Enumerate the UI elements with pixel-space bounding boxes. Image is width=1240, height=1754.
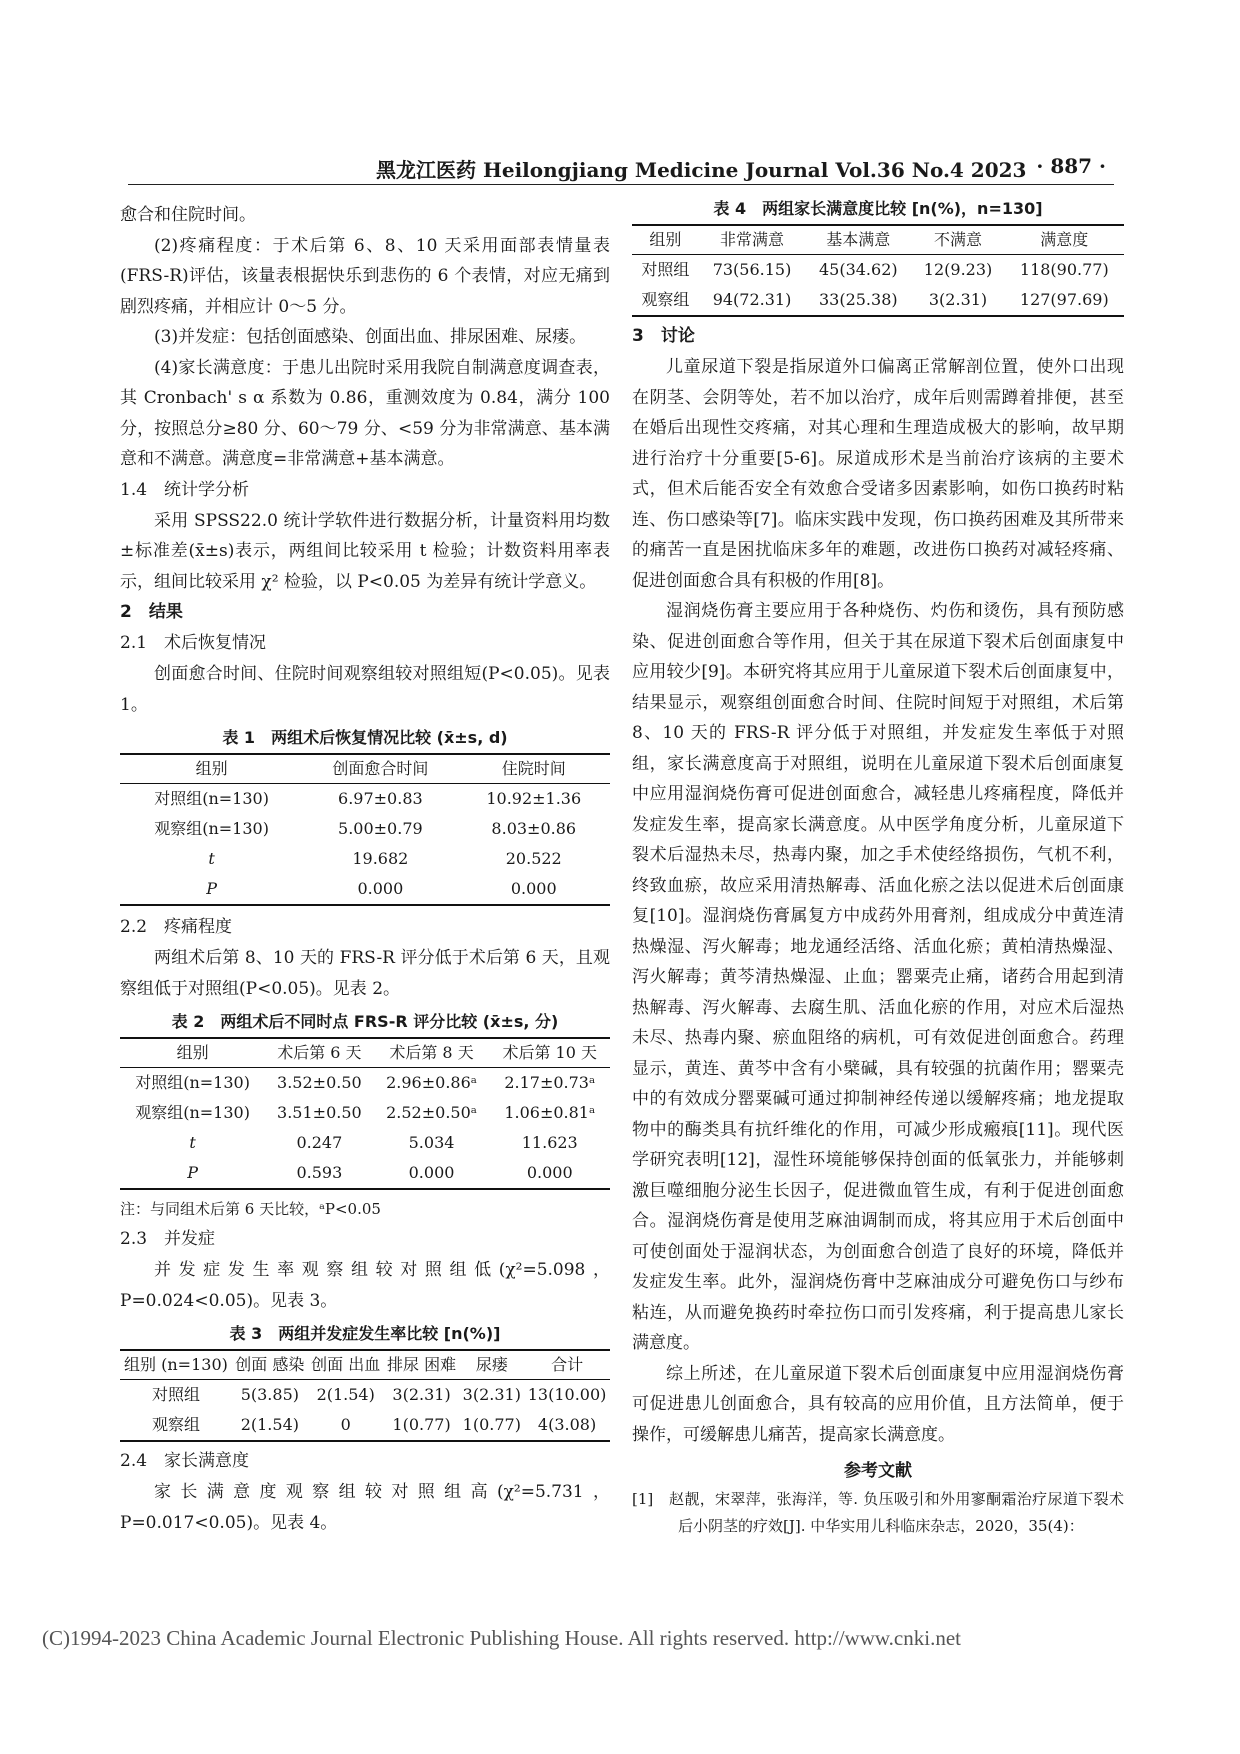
table-header-cell: 不满意 [911, 225, 1004, 255]
right-column [632, 200, 1124, 1540]
table-cell: 1(0.77) [392, 1415, 451, 1434]
table-row [120, 844, 610, 874]
table-row [120, 1068, 610, 1099]
table-cell: P [206, 879, 217, 898]
table-note: 注：与同组术后第 6 天比较，ᵃP<0.05 [120, 1200, 381, 1218]
paragraph: (2)疼痛程度：于术后第 6、8、10 天采用面部表情量表(FRS-R)评估，该量表根据快乐到悲伤的 6 个表情，对应无痛到剧烈疼痛，并相应计 0～5 分。 [120, 235, 610, 317]
table-cell: 0.000 [357, 879, 404, 898]
table-caption: 表 3 两组并发症发生率比较 [n(%)] [229, 1324, 501, 1343]
table-cell: 3(2.31) [462, 1385, 521, 1404]
table-1 [120, 753, 610, 906]
section-heading: 1.4 统计学分析 [120, 479, 250, 500]
copyright-footer: (C)1994-2023 China Academic Journal Electronic Publishing House. All rights reserved. http://www.cnki.net [42, 1626, 961, 1650]
table-cell: 94(72.31) [712, 290, 792, 309]
table-header-cell: 创面 感染 [232, 1350, 308, 1380]
table-row [120, 784, 610, 815]
paragraph: 综上所述，在儿童尿道下裂术后创面康复中应用湿润烧伤膏可促进患儿创面愈合，具有较高的应用价值，且方法简单，便于操作，可缓解患儿痛苦，提高家长满意度。 [632, 1363, 1124, 1445]
table-cell: 1.06±0.81ᵃ [504, 1103, 596, 1122]
table-cell: P [187, 1163, 198, 1182]
table-caption: 表 4 两组家长满意度比较 [n(%)，n=130] [713, 199, 1043, 218]
table-cell: 0.000 [526, 1163, 573, 1182]
table-3 [120, 1349, 610, 1442]
table-row [120, 814, 610, 844]
table-header-cell: 满意度 [1005, 225, 1124, 255]
section-heading: 2.1 术后恢复情况 [120, 633, 267, 653]
paragraph: 创面愈合时间、住院时间观察组较对照组短(P<0.05)。见表 1。 [120, 664, 610, 715]
table-row [120, 1380, 610, 1411]
paragraph: 并发症发生率观察组较对照组低(χ²=5.098，P=0.024<0.05)。见表 3。 [120, 1260, 610, 1311]
table-header-cell: 组别 [632, 225, 699, 255]
table-header-cell: 尿瘘 [460, 1350, 525, 1380]
table-row [632, 255, 1124, 286]
table-cell: 73(56.15) [712, 260, 792, 279]
page-header [128, 150, 1114, 185]
table-cell: 4(3.08) [537, 1415, 597, 1434]
table-header-cell: 住院时间 [458, 754, 611, 784]
table-cell: 对照组 [151, 1385, 200, 1404]
table-cell: 20.522 [505, 849, 562, 868]
table-header-cell: 术后第 6 天 [265, 1038, 373, 1068]
table-header-cell: 组别 (n=130) [120, 1350, 232, 1380]
left-column [120, 200, 610, 1538]
table-cell: 对照组(n=130) [154, 789, 269, 808]
paragraph: 愈合和住院时间。 [120, 205, 256, 225]
table-header-cell: 排尿 困难 [384, 1350, 460, 1380]
table-header-cell: 组别 [120, 754, 303, 784]
table-cell: t [208, 849, 215, 868]
table-cell: 3.51±0.50 [277, 1103, 362, 1122]
table-header-cell: 创面愈合时间 [303, 754, 457, 784]
table-row [120, 1158, 610, 1189]
table-cell: 5.034 [408, 1133, 455, 1152]
table-header-cell: 组别 [120, 1038, 265, 1068]
table-cell: 2.17±0.73ᵃ [504, 1073, 596, 1092]
section-heading: 2.4 家长满意度 [120, 1451, 250, 1471]
table-cell: 2(1.54) [240, 1415, 299, 1434]
table-cell: 观察组(n=130) [135, 1103, 250, 1122]
table-cell: 3.52±0.50 [277, 1073, 362, 1092]
table-cell: 0 [340, 1415, 351, 1434]
section-heading: 2.2 疼痛程度 [120, 917, 233, 937]
table-cell: 5(3.85) [240, 1385, 299, 1404]
table-caption: 表 1 两组术后恢复情况比较 (x̄±s, d) [222, 728, 508, 747]
table-cell: 118(90.77) [1019, 260, 1109, 279]
table-cell: 2.52±0.50ᵃ [386, 1103, 477, 1122]
table-cell: 观察组 [641, 290, 690, 309]
table-caption: 表 2 两组术后不同时点 FRS-R 评分比较 (x̄±s, 分) [171, 1012, 559, 1031]
table-header-cell: 术后第 10 天 [490, 1038, 611, 1068]
section-heading: 2 结果 [120, 602, 183, 622]
table-row [120, 874, 610, 905]
table-cell: 11.623 [521, 1133, 578, 1152]
paragraph: (3)并发症：包括创面感染、创面出血、排尿困难、尿瘘。 [154, 327, 587, 347]
table-cell: 1(0.77) [462, 1415, 521, 1434]
table-row [632, 285, 1124, 316]
table-row [120, 1128, 610, 1158]
table-header-cell: 非常满意 [699, 225, 805, 255]
paragraph: 儿童尿道下裂是指尿道外口偏离正常解剖位置，使外口出现在阴茎、会阴等处，若不加以治疗，成年后则需蹲着排便，甚至在婚后出现性交疼痛，对其心理和生理造成极大的影响，故早期进行治疗十分重要[5-6]。尿道成形术是当前治疗该病的主要术式，但术后能否安全有效愈合受诸多因素影响，如伤口换药时粘连、伤口感染等[7]。临床实践中发现，伤口换药困难及其所带来的痛苦一直是困扰临床多年的难题，改进伤口换药对减轻疼痛、促进创面愈合具有积极的作用[8]。 [632, 357, 1124, 591]
page-number: · 887 · [1036, 154, 1106, 178]
table-cell: 6.97±0.83 [338, 789, 423, 808]
table-cell: 0.247 [296, 1133, 343, 1152]
table-cell: 12(9.23) [923, 260, 993, 279]
table-cell: 对照组(n=130) [135, 1073, 250, 1092]
table-cell: 8.03±0.86 [491, 819, 577, 838]
table-cell: t [189, 1133, 196, 1152]
table-cell: 10.92±1.36 [486, 789, 582, 808]
journal-title: 黑龙江医药 Heilongjiang Medicine Journal Vol.36 No.4 2023 [376, 158, 1027, 182]
table-cell: 0.000 [408, 1163, 455, 1182]
reference-item: [1] 赵靓，宋翠萍，张海洋，等. 负压吸引和外用寥酮霜治疗尿道下裂术后小阴茎的疗效[J]. 中华实用儿科临床杂志，2020，35(4)： [632, 1490, 1124, 1535]
table-cell: 13(10.00) [527, 1385, 607, 1404]
table-cell: 19.682 [352, 849, 409, 868]
paragraph: 两组术后第 8、10 天的 FRS-R 评分低于术后第 6 天，且观察组低于对照组(P<0.05)。见表 2。 [120, 948, 610, 999]
references-heading: 参考文献 [844, 1461, 912, 1481]
table-cell: 2(1.54) [316, 1385, 375, 1404]
table-cell: 0.000 [510, 879, 557, 898]
table-cell: 观察组 [151, 1415, 200, 1434]
table-header-cell: 创面 出血 [308, 1350, 384, 1380]
paragraph: 家长满意度观察组较对照组高(χ²=5.731，P=0.017<0.05)。见表 4。 [120, 1482, 610, 1533]
table-4 [632, 224, 1124, 317]
table-cell: 5.00±0.79 [338, 819, 423, 838]
paragraph: (4)家长满意度：于患儿出院时采用我院自制满意度调查表，其 Cronbach' s α 系数为 0.86，重测效度为 0.84，满分 100 分，按照总分≥80 分、60～79 分、<59 分为非常满意、基本满意和不满意。满意度=非常满意+基本满意。 [120, 357, 610, 469]
table-header-cell: 合计 [524, 1350, 610, 1380]
table-cell: 127(97.69) [1019, 290, 1109, 309]
table-cell: 对照组 [641, 260, 690, 279]
table-cell: 观察组(n=130) [154, 819, 269, 838]
table-cell: 0.593 [296, 1163, 343, 1182]
paragraph: 采用 SPSS22.0 统计学软件进行数据分析，计量资料用均数±标准差(x̄±s)表示，两组间比较采用 t 检验；计数资料用率表示，组间比较采用 χ² 检验，以 P<0.05 为差异有统计学意义。 [120, 510, 610, 592]
table-row [120, 1410, 610, 1441]
section-heading: 3 讨论 [632, 326, 695, 346]
table-cell: 2.96±0.86ᵃ [386, 1073, 477, 1092]
paragraph: 湿润烧伤膏主要应用于各种烧伤、灼伤和烫伤，具有预防感染、促进创面愈合等作用，但关于其在尿道下裂术后创面康复中应用较少[9]。本研究将其应用于儿童尿道下裂术后创面康复中，结果显示，观察组创面愈合时间、住院时间短于对照组，术后第 8、10 天的 FRS-R 评分低于对照组，并发症发生率低于对照组，家长满意度高于对照组，说明在儿童尿道下裂术后创面康复中应用湿润烧伤膏可促进创面愈合，减轻患儿疼痛程度，降低并发症发生率，提高家长满意度。从中医学角度分析，儿童尿道下裂术后湿热未尽，热毒内聚，加之手术使经络损伤，气机不利，终致血瘀，故应采用清热解毒、活血化瘀之法以促进术后创面康复[10]。湿润烧伤膏属复方中成药外用膏剂，组成成分中黄连清热燥湿、泻火解毒；地龙通经活络、活血化瘀；黄柏清热燥湿、泻火解毒；黄芩清热燥湿、止血；罂粟壳止痛，诸药合用起到清热解毒、泻火解毒、去腐生肌、活血化瘀的作用，对应术后湿热未尽、热毒内聚、瘀血阻络的病机，可有效促进创面愈合。药理显示，黄连、黄芩中含有小檗碱，具有较强的抗菌作用；罂粟壳中的有效成分罂粟碱可通过抑制神经传递以缓解疼痛；地龙提取物中的酶类具有抗纤维化的作用，可减少形成瘢痕[11]。现代医学研究表明[12]，湿性环境能够保持创面的低氧张力，并能够刺激巨噬细胞分泌生长因子，促进微血管生成，有利于促进创面愈合。湿润烧伤膏是使用芝麻油调制而成，将其应用于术后创面中可使创面处于湿润状态，为创面愈合创造了良好的环境，降低并发症发生率。此外，湿润烧伤膏中芝麻油成分可避免伤口与纱布粘连，从而避免换药时牵拉伤口而引发疼痛，利于提高患儿家长满意度。 [632, 601, 1124, 1353]
table-cell: 33(25.38) [818, 290, 898, 309]
table-header-cell: 术后第 8 天 [374, 1038, 490, 1068]
section-heading: 2.3 并发症 [120, 1229, 216, 1249]
table-header-cell: 基本满意 [805, 225, 911, 255]
table-2 [120, 1037, 610, 1190]
table-cell: 45(34.62) [818, 260, 898, 279]
table-row [120, 1098, 610, 1128]
table-cell: 3(2.31) [392, 1385, 451, 1404]
table-cell: 3(2.31) [928, 290, 988, 309]
